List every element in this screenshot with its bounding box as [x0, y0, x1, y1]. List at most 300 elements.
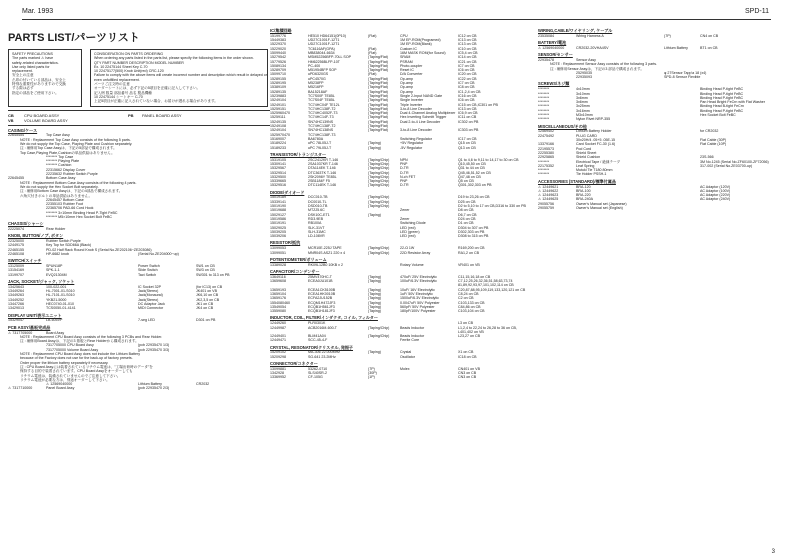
part-number: 12449175 — [8, 243, 24, 248]
part-spec: 22Ω Resistor Array — [400, 250, 431, 255]
part-spec: Photo-coupler — [400, 63, 423, 68]
part-type: (Flat) — [368, 72, 377, 77]
part-number: 15189224 — [270, 141, 286, 146]
part-spec: (Serial No.ZE204000~up) — [138, 252, 179, 257]
part-number: 15259111 — [270, 115, 286, 120]
part-spec: 1M EP-ROM(Blank) — [400, 42, 432, 47]
part-reference: IC13 on CB — [458, 106, 477, 111]
note-line: 保持する目的で装着されています。CPU Board Assyをオーダーしても — [20, 369, 133, 374]
part-description: PC-400 — [308, 63, 321, 68]
part-description: DCC010-TB — [308, 195, 328, 200]
part-description: ECEA0JU101B — [308, 279, 333, 284]
part-number: 15249101 — [270, 102, 286, 107]
note-line: 注 : CPU Board Assyには装着されているリチウム電池は、"工場出荷時のデータ"を — [20, 364, 153, 369]
part-reference: IC22 on CB — [458, 76, 477, 81]
note-line: リチウム電池が必要な方は、別途オーダーして下さい。 — [20, 377, 110, 382]
part-type: (Taping/Flat) — [368, 106, 388, 111]
part-reference — [196, 227, 266, 231]
part-description: SPUN18P — [46, 264, 63, 269]
section-heading: POTENTIOMETER/ボリューム — [270, 256, 327, 262]
part-number: 22925865 — [538, 155, 554, 160]
part-spec: D-TR — [400, 166, 409, 171]
section-heading: CHASSIS/シャーシ — [8, 221, 44, 227]
part-number: ******** — [538, 159, 550, 164]
part-spec: Single 2-Input NAND Gate — [400, 93, 443, 98]
note-line: 注 : 補修用Top Case Assyは、下記の5部品で構成されます。 — [20, 146, 117, 151]
part-type — [106, 273, 138, 277]
note-line: NOTE : Replacement Top Case Assy consists of the following 5 parts. — [20, 137, 131, 142]
part-number: 15029127 — [270, 212, 286, 217]
part-description: 25MV470HC-T — [308, 274, 332, 279]
part-reference: (for IC13) on CB — [196, 284, 223, 289]
part-reference: Flat Cable (10P) — [700, 142, 727, 147]
part-description: YKB21-5000 — [46, 297, 67, 302]
part-description: ******** M5×10mm Hex Socket Bolt FeBC — [46, 215, 113, 219]
ordering-line: QTY PART NUMBER DESCRIPTION MODEL NUMBER — [94, 60, 184, 65]
part-spec: -5V Regulator — [400, 145, 423, 150]
part-type: (Taping/Flat) — [368, 55, 388, 60]
part-number: 15339665 — [270, 179, 286, 184]
part-number: ⚠ 12449625 — [538, 197, 559, 202]
header-rule — [22, 19, 771, 20]
note-line: 注 : 補修用Board Assyは、下記の3 基板とRear Holderから構成されます。 — [20, 339, 139, 344]
part-number: 15449383 — [270, 38, 286, 43]
part-description: Panel Board Assy — [46, 386, 75, 391]
part-number: 13389028 — [270, 262, 286, 267]
part-description: LD-108VR — [308, 234, 325, 239]
part-type: (Taping/Flat) — [368, 102, 388, 107]
part-description: ******** 3×10mm Binding Head P-Tight FeBC — [46, 210, 118, 215]
part-number: ******** — [538, 100, 550, 105]
part-spec: 10uF/ 16V Electrolytic — [400, 287, 435, 292]
section-heading: IC/集積回路 — [270, 28, 292, 33]
part-number: 15249104 — [270, 128, 286, 133]
part-number: ⚠ 12449623 — [538, 193, 559, 198]
part-reference: IC18 on CB — [458, 354, 477, 359]
part-reference: IC6,9 on CB — [458, 111, 478, 116]
section-heading: BATTERY/電池 — [538, 40, 567, 46]
part-number: 22645455 — [8, 176, 24, 181]
parts-list-left — [8, 129, 270, 391]
part-number: 15199776 — [270, 33, 286, 38]
part-type: (Taping/Chip) — [368, 199, 390, 204]
part-type: (Taping/Flat) — [368, 63, 388, 68]
part-reference: C8,24 on CB — [458, 291, 479, 296]
note-line: NOTE : Replacement CPU Board Assy does not include the Lithium Battery — [20, 352, 141, 357]
part-description: Rear Holder — [46, 227, 66, 232]
part-reference: IC12 on CB — [458, 33, 477, 38]
part-spec: (pcb 22935470 2/3) — [138, 386, 170, 391]
ordering-line: パーツご注文時の注意 — [94, 82, 130, 87]
part-description: Electrical Tape / 絶縁テープ — [576, 159, 621, 164]
column-right — [538, 26, 786, 210]
table-row — [270, 338, 532, 342]
note-line: 注 : 補修用Bottom Case Assyは、下記の4部品で構成されます。 — [20, 189, 123, 194]
part-description: SCC-45-4-F — [308, 338, 328, 343]
part-number: 15229020 — [270, 46, 286, 51]
part-number: 15209102 — [270, 350, 286, 355]
part-description: Key Top for SDD66A (Black) — [46, 243, 92, 248]
part-description: uPC 79L05J-T — [308, 145, 332, 150]
section-heading: SWITCH/スイッチ — [8, 258, 42, 264]
part-type — [106, 176, 138, 180]
part-reference — [196, 252, 266, 256]
part-reference — [196, 331, 266, 335]
section-heading: CRYSTAL, RESONATOR/クリスタル, 発振子 — [270, 344, 354, 350]
part-reference: Q1 to 4,6 to 9,11 to 14,17 to 30 on CB — [458, 157, 519, 162]
part-description: ******** Cushion — [46, 163, 72, 168]
part-description: HM62256BLFP-10T — [308, 59, 340, 64]
part-description: HL-7001-01-S010 — [46, 289, 75, 294]
part-spec: LED (red) — [400, 234, 416, 239]
part-number: ⚠ 7317710000 — [8, 386, 33, 391]
part-reference: Binding Head P-tight FeBC — [700, 87, 744, 92]
part-spec: 1500uF/6.3V Electrolytic — [400, 296, 439, 301]
part-description: Lithium Battery Holder — [576, 129, 612, 134]
part-description: Tie Holder PSSH-1 — [576, 172, 607, 177]
part-description: ECQB1H561JF3 — [308, 304, 335, 309]
part-description: HP-6682 knob — [46, 252, 69, 257]
part-spec: Op-amp — [400, 81, 413, 86]
part-reference — [700, 206, 778, 210]
part-spec — [664, 172, 700, 176]
part-type: (Taping/Flat) — [368, 76, 388, 81]
note-line: NOTE : Replacement CPU Board Assy consists of the following 3 PCBs and Rear Holder. — [20, 334, 163, 339]
part-description: HL-7101-01-S010 — [46, 293, 75, 298]
part-type — [106, 386, 138, 390]
part-type: (Taping) — [368, 291, 381, 296]
part-spec: (pcb 22935470 1/3) — [138, 343, 170, 348]
part-number: 22325000 — [8, 239, 24, 244]
part-reference — [196, 215, 266, 219]
part-number: 15249108 — [270, 124, 286, 129]
part-spec: DC Adaptor Jack — [138, 302, 165, 307]
part-number: 13449263 — [8, 293, 24, 298]
part-reference: CN3 on CB — [458, 371, 477, 376]
part-type: (Taping/Flat) — [368, 124, 388, 129]
part-number: 15389109 — [270, 85, 286, 90]
part-reference — [700, 117, 778, 121]
part-type: (Taping/Flat) — [368, 68, 388, 73]
part-number: ⚠ 7317705000 — [8, 330, 33, 335]
part-number: 15039205 — [270, 229, 286, 234]
part-number: 15289155 — [270, 76, 286, 81]
part-description: TC74HC4052F-T3 — [308, 111, 338, 116]
part-description: M51954BFP SOP — [308, 68, 337, 73]
part-spec: Single Inverter — [400, 98, 424, 103]
board-legend — [8, 110, 270, 126]
part-description: SLH-31MC — [308, 229, 326, 234]
part-spec: Beads Inductor — [400, 334, 425, 339]
part-reference: IC13 on CB — [458, 42, 477, 47]
part-description: ECEA1CK5100B — [308, 287, 336, 292]
part-spec: 560pF/ 50V Polyester — [400, 304, 435, 309]
part-reference: IC13 on CB — [458, 38, 477, 43]
section-heading: SENSOR/センサー — [538, 52, 573, 58]
table-row — [270, 309, 532, 313]
note-line: We do not supply the Hex Socket Bolt separately. — [20, 184, 99, 189]
part-description: HE510 HD64151(0P10) — [308, 33, 346, 38]
part-type: (Taping/Chip) — [368, 246, 390, 251]
part-type: (Taping/Chip) — [368, 334, 390, 339]
note-line: Order proper the lithium battery separately if necessary. — [20, 360, 109, 365]
part-number: 1342928 — [270, 371, 284, 376]
safety-line: ⚠印の付いている部品は、安全上 — [12, 77, 66, 82]
ordering-lines — [94, 56, 267, 104]
part-spec: Crystal — [400, 350, 412, 355]
board-legend-row — [8, 118, 270, 123]
part-description: 7317705000 CPU Board Assy — [46, 343, 94, 348]
part-reference: SW301 to 313 on PB — [196, 272, 230, 277]
part-reference: CN401 on VB — [458, 366, 480, 371]
part-number: ⚠ 12449622 — [538, 188, 559, 193]
part-spec: Op-amp — [400, 76, 413, 81]
part-spec: 3-to-8 Line Decoder — [400, 106, 432, 111]
table-row — [538, 75, 786, 79]
safety-line: 安全上の注意 — [12, 73, 34, 78]
part-reference: Q15 on CB — [458, 141, 476, 146]
part-reference: D302,303 on PB — [458, 229, 485, 234]
part-spec: (pcb 22935470 3/3) — [138, 347, 170, 352]
part-reference: IC303 on PB — [458, 128, 479, 133]
column-middle — [270, 26, 532, 380]
part-reference: IC302 on PB — [458, 119, 479, 124]
part-reference: for CR2032 — [700, 129, 719, 134]
part-description: 53262-0710 — [308, 366, 328, 371]
part-spec: Lithium Battery — [138, 382, 162, 387]
part-description: Owner's Manual set (Japanese) — [576, 201, 627, 206]
part-description: ECQM1H472JF3 — [308, 300, 336, 305]
part-description: uPD6320GS — [308, 72, 329, 77]
part-type: (Taping/Chip) — [368, 204, 390, 209]
ordering-line: even unfulfilled replacement. — [94, 77, 140, 82]
part-type: (Taping) — [368, 304, 381, 309]
part-type: (Taping/Chip) — [368, 166, 390, 171]
part-number: 13659608 — [270, 279, 286, 284]
part-spec: LED (red) — [400, 225, 416, 230]
board-code — [128, 118, 142, 123]
part-reference: BT1 on CB — [700, 45, 718, 50]
part-number: 15329514 — [270, 170, 286, 175]
part-reference: IC10 on CB — [458, 46, 477, 51]
part-number: 15229370 — [270, 42, 286, 47]
part-spec: 470uF/ 25V Electrolytic — [400, 274, 437, 279]
part-description: CF-105G — [308, 375, 323, 380]
part-reference: C7,12,25,26,32,36,51,58,63,73,74 — [458, 279, 513, 284]
safety-notice — [8, 49, 82, 107]
part-number: 13649116 — [270, 274, 286, 279]
part-description: Wiring Harness A — [576, 33, 604, 38]
part-type — [368, 234, 400, 238]
part-description: DTC114EK T-146 — [308, 183, 337, 188]
part-type: (Taping/Chip) — [368, 250, 390, 255]
part-description: SG-641 23.2MHz — [308, 354, 336, 359]
part-number: ******** — [538, 168, 550, 173]
part-description: ECEA1HK0010B — [308, 291, 336, 296]
section-heading: CASING/ケース — [8, 127, 38, 133]
part-type: (Taping/Chip) — [368, 161, 390, 166]
part-description: Mutuki Tie T180 80mm — [576, 168, 613, 173]
part-spec: Dual 4-Channel Analog Multiplexer — [400, 111, 456, 116]
part-reference: IC20 on CB — [458, 72, 477, 77]
part-type: (Taping) — [368, 309, 381, 314]
part-number: ******** — [538, 91, 550, 96]
part-description: RB100A — [308, 221, 322, 226]
table-row — [538, 206, 786, 210]
part-type: (1P) — [368, 375, 375, 380]
part-description: RD3.9EB — [308, 216, 323, 221]
part-description: BA6780A — [308, 136, 324, 141]
part-reference: D24 on CB — [458, 216, 476, 221]
part-number: 12449987 — [270, 325, 286, 330]
section-heading: INDUCTOR, COIL, FILTER/インダクタ, コイル, フィルター — [270, 315, 378, 321]
part-spec: 1uF/ 50V Electrolytic — [400, 291, 433, 296]
part-spec: Jack(Stereo) — [138, 289, 159, 294]
part-reference: Q47,48 on CB — [458, 174, 481, 179]
part-reference: IC7 on CB — [458, 81, 475, 86]
part-reference: X1 on CB — [458, 350, 474, 355]
part-type: (Taping) — [368, 274, 381, 279]
part-description: ******** Top Case — [46, 154, 74, 159]
part-reference: IC1,2,4 on CB — [458, 89, 481, 94]
part-number: 15289135 — [270, 89, 286, 94]
part-number: 13659193 — [270, 287, 286, 292]
part-description: 2SB1184F F5 — [308, 179, 330, 184]
part-reference: CN3 on CB — [458, 375, 477, 380]
part-reference: IC15 on CB,IC301 on PB — [458, 102, 498, 107]
part-reference: D304 to 307 on PB — [458, 225, 489, 230]
part-description: MTZJ5.6C — [308, 208, 325, 213]
part-description: Leaf Spring — [576, 163, 595, 168]
part-type: (Taping/Flat) — [368, 93, 388, 98]
part-reference: AC Adaptor (220V) — [700, 193, 731, 198]
part-description: SPK-1-1 — [46, 268, 60, 273]
part-reference: L1,2,4 to 22,24 to 26,28 to 36 on CB, — [458, 325, 517, 330]
part-number: 22225074 — [8, 227, 24, 232]
part-reference: Binding Head P-tight FeBC — [700, 95, 744, 100]
part-description: ACB2016M-600-T — [308, 325, 337, 330]
part-number: 15019191 — [270, 221, 286, 226]
part-description: SLS40SR-2 — [308, 371, 327, 376]
part-reference: L23,27 on CB — [458, 334, 480, 339]
part-description: MB838044-6634 — [308, 50, 335, 55]
part-reference: JK6,10 on CB — [196, 293, 219, 298]
part-description: TC6116AF(GPA) — [308, 46, 335, 51]
part-reference: IC7 on CB — [458, 63, 475, 68]
part-spec: Custom IC — [400, 46, 417, 51]
part-type: (Flat) — [368, 33, 377, 38]
part-reference: C20,87,88,95,109,119,133,120,121 on CB — [458, 287, 526, 292]
part-type: (7P) — [368, 366, 375, 371]
part-type: (Taping/Chip) — [368, 170, 390, 175]
table-row — [270, 263, 532, 267]
part-reference: D301 on PB — [196, 318, 216, 323]
part-description: TCS0050-01-4141 — [46, 306, 76, 311]
note-line: リチウム電池は、装備されていませんのでご注意して下さい。 — [20, 373, 121, 378]
part-spec: 22-Ω 1W — [400, 246, 415, 251]
part-number: 15329567 — [270, 166, 286, 171]
part-number: ⚠ 12569040000 — [538, 45, 565, 50]
part-description: Bottom Case Assy — [46, 176, 76, 181]
part-type: (Flat) — [368, 46, 377, 51]
part-description: M5216FP — [308, 85, 324, 90]
safety-lines — [12, 56, 78, 95]
part-number: 15099710 — [270, 72, 286, 77]
ordering-line: When ordering any parts listed in the parts list, please specify the following items in the order shown. — [94, 56, 254, 61]
part-description: PD-02 Half Rack Round Knob S (Serial No.ZE202106~ZE203086) — [46, 247, 152, 252]
part-number: 23535084 — [538, 33, 554, 38]
part-spec: 0.0047uF/ 50V Polyester — [400, 300, 440, 305]
part-reference: 23S-566 — [700, 155, 714, 160]
header-date: Mar. 1993 — [22, 8, 54, 15]
part-number: 13099053 — [270, 246, 286, 251]
part-spec — [138, 215, 196, 219]
part-number: 1554080460 — [270, 300, 290, 305]
part-reference: Binding Head P-tight FeBC — [700, 108, 744, 113]
ordering-line: 10 22475144 シートキー C-70 — [94, 94, 143, 99]
part-spec — [138, 133, 196, 137]
part-reference: L401,402 on VB — [458, 329, 484, 334]
part-spec: 100uF/6.3V Electrolytic — [400, 279, 437, 284]
part-spec: Hex Inverting Schmitt Trigger — [400, 115, 447, 120]
part-description: 2SA1037KR T-146 — [308, 161, 338, 166]
table-row — [8, 176, 270, 180]
part-spec: D-TR — [400, 183, 409, 188]
section-heading: DISPLAY UNIT/表示ユニット — [8, 312, 62, 318]
part-spec: Slide Switch — [138, 268, 158, 273]
part-number: 15169007 — [270, 136, 286, 141]
part-number: 15259151 — [270, 106, 286, 111]
part-type: (Taping) — [368, 279, 381, 284]
part-reference: IC8 on CB — [458, 85, 475, 90]
part-description: M3x10mm — [576, 113, 593, 118]
part-reference: IC6 on CB — [458, 98, 475, 103]
part-description: uPC4570G — [308, 76, 326, 81]
part-spec: D/A Converter — [400, 72, 423, 77]
note-line: NOTE : Replacement Bottom Case Assy consists of the following 4 parts. — [20, 180, 137, 185]
ordering-notice — [90, 49, 268, 107]
part-number: 15249104 — [270, 98, 286, 103]
part-number: 13369952 — [270, 375, 286, 380]
part-description: BRA-220 — [576, 193, 591, 198]
part-spec: 3-to-8 Line Decoder — [400, 128, 432, 133]
part-number: 15019688 — [270, 208, 286, 213]
part-description: M5238FP — [308, 81, 324, 86]
part-spec: Jack(Monaural) — [138, 293, 163, 298]
note-line: Top Case,Playing Plate,Cushionの単品供給はありません。 — [20, 150, 115, 155]
part-reference: RA1,2 on CB — [458, 250, 479, 255]
safety-line: する際は必ず — [12, 86, 34, 91]
part-type — [106, 252, 138, 256]
part-type — [106, 318, 138, 322]
safety-heading: SAFETY PRECAUTIONS — [12, 52, 53, 56]
part-spec: D-TR — [400, 170, 409, 175]
part-description: ECQB1H181JF3 — [308, 309, 335, 314]
part-reference: D1 on CB — [458, 221, 474, 226]
part-reference: CR2032 — [196, 382, 210, 387]
part-description: BRA-120 — [576, 184, 591, 189]
part-type: (Taping/Flat) — [368, 128, 388, 133]
part-reference: SW3 on CB — [196, 268, 215, 273]
note-line: 注 : 補修用Sensor Assyは、下記の3 部品で構成されます。 — [550, 66, 644, 71]
part-description: PLUG CARD — [576, 133, 597, 138]
part-number: 13199707 — [8, 272, 24, 277]
part-number: 13447266 — [8, 302, 24, 307]
part-description: TC74HC138F-T2 — [308, 106, 336, 111]
safety-line: 指定の部品をご使用下さい。 — [12, 90, 59, 95]
part-reference — [196, 386, 266, 390]
part-description: PLR0301K — [308, 321, 326, 326]
